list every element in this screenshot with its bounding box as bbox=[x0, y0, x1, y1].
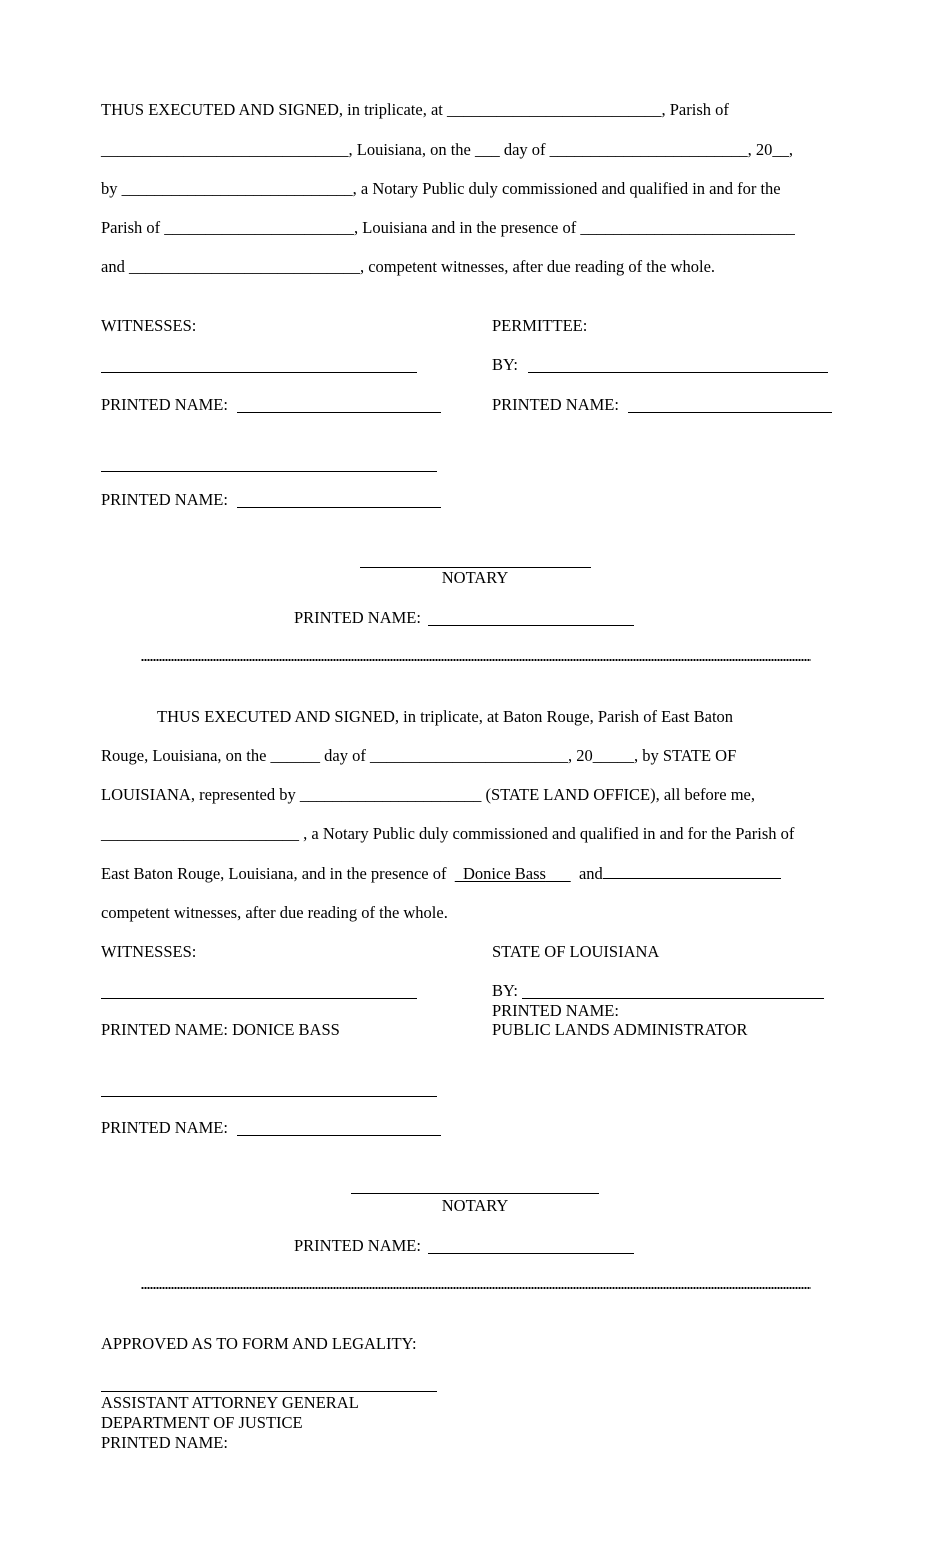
ack1-line-5: and ____________________________, competent witnesses, after due reading of the whole. bbox=[101, 257, 716, 276]
permittee-printed-name-line bbox=[628, 412, 832, 413]
witnesses-label: WITNESSES: bbox=[101, 316, 197, 335]
attorney-signature-line bbox=[101, 1391, 437, 1392]
ack1-line-1: THUS EXECUTED AND SIGNED, in triplicate, at __________________________, Parish of bbox=[101, 100, 729, 119]
attorney-title: ASSISTANT ATTORNEY GENERAL bbox=[101, 1393, 359, 1412]
ack2-line-1: THUS EXECUTED AND SIGNED, in triplicate, at Baton Rouge, Parish of East Baton bbox=[157, 707, 734, 726]
state-of-louisiana-label: STATE OF LOUISIANA bbox=[492, 942, 660, 961]
witness-4-printed-name-label: PRINTED NAME: bbox=[101, 1118, 228, 1137]
witness-2-printed-name-line bbox=[237, 507, 441, 508]
witness-2-printed-name-label: PRINTED NAME: bbox=[101, 490, 228, 509]
witness-2-blank bbox=[603, 866, 781, 879]
witnesses-label-2: WITNESSES: bbox=[101, 942, 197, 961]
ack2-line-3: LOUISIANA, represented by ______________________ (STATE LAND OFFICE), all before me, bbox=[101, 785, 755, 804]
notary-2-printed-name-label: PRINTED NAME: bbox=[294, 1236, 421, 1255]
witness-2-signature-line bbox=[101, 471, 437, 472]
permittee-signature-line bbox=[528, 372, 828, 373]
approval-heading: APPROVED AS TO FORM AND LEGALITY: bbox=[101, 1334, 417, 1353]
notary-2-printed-name-line bbox=[428, 1253, 634, 1254]
dotted-separator-2 bbox=[141, 1286, 811, 1290]
witness-4-printed-name-line bbox=[237, 1135, 441, 1136]
witness-3-signature-line bbox=[101, 998, 417, 999]
notary-1-printed-name-label: PRINTED NAME: bbox=[294, 608, 421, 627]
state-signature-line bbox=[522, 998, 824, 999]
witness-name-donice-bass bbox=[455, 864, 571, 883]
permittee-by-label: BY: bbox=[492, 355, 518, 374]
witness-4-signature-line bbox=[101, 1096, 437, 1097]
notary-2-label: NOTARY bbox=[441, 1196, 509, 1215]
ack1-line-2: ______________________________, Louisiana, on the ___ day of ________________________, 20__, bbox=[101, 140, 794, 159]
department-title: DEPARTMENT OF JUSTICE bbox=[101, 1413, 303, 1432]
ack1-line-4: Parish of _______________________, Louisiana and in the presence of __________________________ bbox=[101, 218, 795, 237]
notary-1-label: NOTARY bbox=[441, 568, 509, 587]
ack2-line-5-prefix: East Baton Rouge, Louisiana, and in the presence of bbox=[101, 864, 447, 883]
witness-1-printed-name-label: PRINTED NAME: bbox=[101, 395, 228, 414]
witness-1-printed-name-line bbox=[237, 412, 441, 413]
witness-3-printed-name: PRINTED NAME: DONICE BASS bbox=[101, 1020, 340, 1039]
ack2-line-5 bbox=[101, 866, 781, 883]
administrator-title: PUBLIC LANDS ADMINISTRATOR bbox=[492, 1020, 748, 1039]
notary-1-printed-name-line bbox=[428, 625, 634, 626]
permittee-printed-name-label: PRINTED NAME: bbox=[492, 395, 619, 414]
state-by-label: BY: bbox=[492, 981, 518, 1000]
state-printed-name-label: PRINTED NAME: bbox=[492, 1001, 619, 1020]
dotted-separator-1 bbox=[141, 658, 811, 662]
ack2-line-2: Rouge, Louisiana, on the ______ day of ________________________, 20_____, by STATE OF bbox=[101, 746, 737, 765]
ack2-line-5-and: and bbox=[578, 864, 603, 883]
witness-1-signature-line bbox=[101, 372, 417, 373]
notary-2-signature-line bbox=[351, 1193, 599, 1194]
attorney-printed-name-label: PRINTED NAME: bbox=[101, 1433, 228, 1452]
ack2-line-6: competent witnesses, after due reading of the whole. bbox=[101, 903, 448, 922]
ack1-line-3: by ____________________________, a Notary Public duly commissioned and qualified in and for the bbox=[101, 179, 781, 198]
permittee-label: PERMITTEE: bbox=[492, 316, 588, 335]
witness-name-text: Donice Bass bbox=[463, 864, 546, 883]
ack2-line-4: ________________________ , a Notary Public duly commissioned and qualified in and for the Parish of bbox=[101, 824, 795, 843]
